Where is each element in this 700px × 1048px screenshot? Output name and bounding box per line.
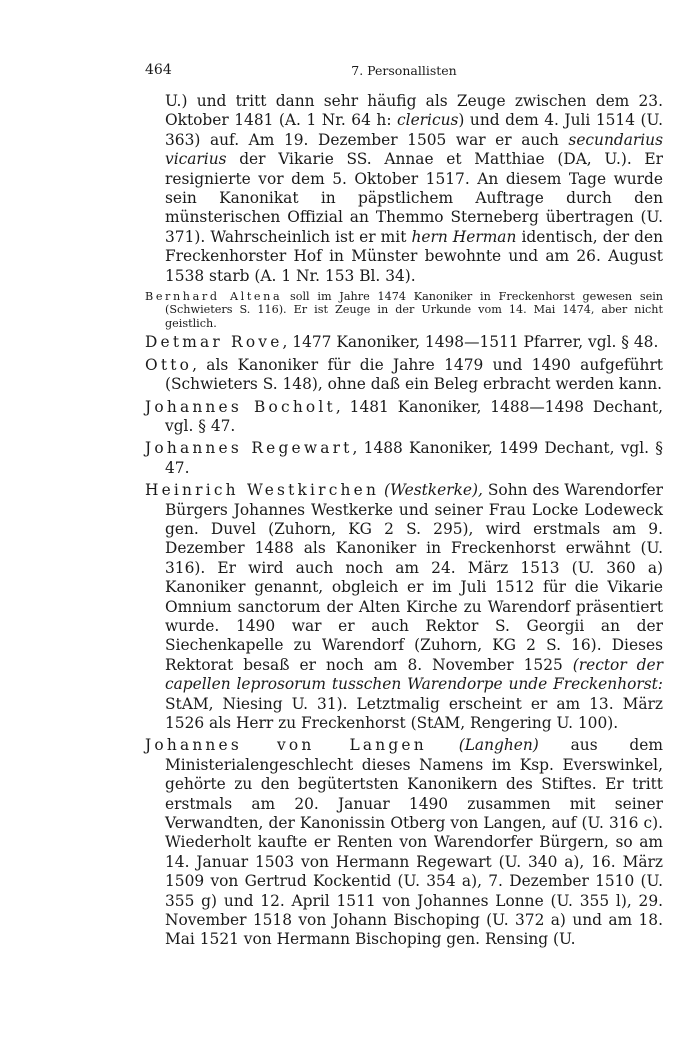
person-entry <box>145 398 663 437</box>
text-run: U.) und tritt dann sehr häufig als Zeuge zwischen dem 23. Oktober 1481 (A. 1 Nr. 64 h: <box>165 92 663 130</box>
text-run: , 1477 Kanoniker, 1498—1511 Pfarrer, vgl. § 48. <box>282 333 659 352</box>
italic-text: hern Herman <box>411 227 517 246</box>
italic-text: clericus <box>397 111 459 130</box>
person-entry <box>145 333 663 352</box>
text-run <box>427 736 459 754</box>
italic-text: secundarius vicarius <box>165 130 663 169</box>
text-run: Sohn des Warendorfer Bürgers Johannes Westkerke und seiner Frau Locke Lodeweck gen. Duvel (Zuhorn, KG 2 S. 295), wird erstmals am 9. Dezember 1488 als Kanoniker in Freckenhorst erwähnt (U. 316). Er wird auch noch am 24. März 1513 (U. 360 a) Kanoniker genannt, obgleich er im Juli 1512 für die Vikarie Omnium sanctorum der Alten Kirche zu Warendorf präsentiert wurde. 1490 war er auch Rektor S. Georgii an der Siechenkapelle zu Warendorf (Zuhorn, KG 2 S. 16). Dieses Rektorat besaß er noch am 8. November 1525 <box>165 481 663 674</box>
text-run: ) und dem 4. Juli 1514 (U. 363) auf. Am 19. Dezember 1505 war er auch <box>165 111 663 149</box>
italic-text: (Langhen) <box>458 736 539 755</box>
person-name: Detmar Rove <box>145 333 283 352</box>
text-run: der Vikarie SS. Annae et Matthiae (DA, U.). Er resignierte vor dem 5. Oktober 1517. An diesem Tage wurde sein Kanonikat in päpstlichem Auftrage durch den münsterischen Offizial an Themmo Sterneberg übertragen (U. 371). Wahrscheinlich ist er mit <box>165 150 663 246</box>
person-entry <box>145 356 663 395</box>
text-run: , 1488 Kanoniker, 1499 Dechant, vgl. § 47. <box>165 439 663 477</box>
text-run: , 1481 Kanoniker, 1488—1498 Dechant, vgl. § 47. <box>165 397 663 435</box>
person-name: Johannes Bocholt <box>145 397 336 416</box>
person-entry <box>145 736 663 949</box>
italic-text: (rector der capellen leprosorum tusschen Warendorpe unde Freckenhorst: <box>165 655 663 694</box>
person-name: Otto <box>145 355 193 374</box>
person-entry <box>145 481 663 733</box>
text-run: aus dem Ministerialengeschlecht dieses Namens im Ksp. Everswinkel, gehörte zu den begütertsten Kanonikern des Stiftes. Er tritt erstmals am 20. Januar 1490 zusammen mit seiner Verwandten, der Kanonissin Otberg von Langen, auf (U. 316 c). Wiederholt kaufte er Renten von Warendorfer Bürgern, so am 14. Januar 1503 von Hermann Regewart (U. 340 a), 16. März 1509 von Gertrud Kockentid (U. 354 a), 7. Dezember 1510 (U. 355 g) und 12. April 1511 von Johannes Lonne (U. 355 l), 29. November 1518 von Johann Bischoping (U. 372 a) und am 18. Mai 1521 von Hermann Bischoping gen. Rensing (U. <box>165 736 663 949</box>
body-text <box>145 92 663 950</box>
person-entry <box>145 439 663 478</box>
text-run: StAM, Niesing U. 31). Letztmalig erscheint er am 13. März 1526 als Herr zu Freckenhorst (StAM, Rengering U. 100). <box>165 694 663 732</box>
person-name: Bernhard Altena <box>145 290 283 304</box>
person-name: Heinrich Westkirchen <box>145 481 380 500</box>
footnote-paragraph <box>145 290 663 330</box>
continued-paragraph <box>145 92 663 286</box>
person-name: Johannes Regewart <box>145 439 353 458</box>
text-run: soll im Jahre 1474 Kanoniker in Freckenhorst gewesen sein (Schwieters S. 116). Er ist Zeuge in der Urkunde vom 14. Mai 1474, aber nicht geistlich. <box>165 290 663 330</box>
page-number: 464 <box>145 62 172 78</box>
section-title: 7. Personallisten <box>351 63 457 78</box>
italic-text: (Westkerke), <box>384 481 483 500</box>
person-name: Johannes von Langen <box>145 736 427 755</box>
text-run: , als Kanoniker für die Jahre 1479 und 1490 aufgeführt (Schwieters S. 148), ohne daß ein Beleg erbracht werden kann. <box>165 355 663 394</box>
text-run: identisch, der den Freckenhorster Hof in Münster bewohnte und am 26. August 1538 starb (A. 1 Nr. 153 Bl. 34). <box>165 227 663 285</box>
running-head <box>145 62 663 82</box>
